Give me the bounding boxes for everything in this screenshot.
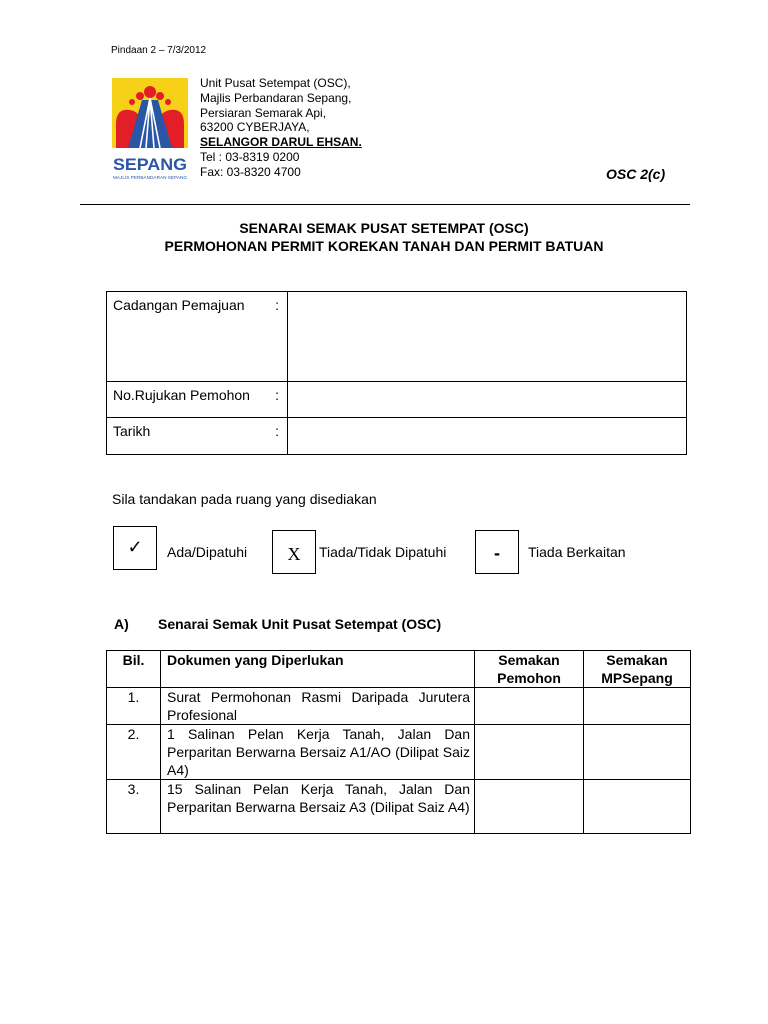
svg-text:MAJLIS PERBANDARAN SEPANG: MAJLIS PERBANDARAN SEPANG	[113, 175, 188, 180]
address-line: Majlis Perbandaran Sepang,	[200, 90, 352, 105]
header-applicant-line1: Semakan	[498, 652, 560, 668]
cross-legend-box	[272, 530, 316, 574]
checklist-row	[107, 688, 691, 725]
header-document: Dokumen yang Diperlukan	[161, 651, 475, 688]
applicant-check-cell[interactable]	[475, 780, 584, 834]
legend-label-complied: Ada/Dipatuhi	[167, 544, 248, 560]
info-label-text: Tarikh	[113, 423, 151, 439]
info-label-text: Cadangan Pemajuan	[113, 297, 245, 313]
checklist-header-row	[107, 651, 691, 688]
section-letter: A)	[114, 616, 129, 632]
council-address	[200, 76, 362, 180]
row-number: 2.	[107, 725, 161, 780]
checkmark-legend-box	[113, 526, 157, 570]
cross-icon: X	[287, 544, 301, 564]
instruction-text: Sila tandakan pada ruang yang disediakan	[112, 491, 377, 507]
application-info-table	[106, 291, 687, 455]
info-row-date	[107, 418, 687, 455]
council-check-cell[interactable]	[584, 688, 691, 725]
document-title: SENARAI SEMAK PUSAT SETEMPAT (OSC)	[239, 220, 529, 236]
address-state: SELANGOR DARUL EHSAN.	[200, 135, 362, 150]
info-colon: :	[275, 423, 279, 439]
header-applicant-check	[475, 651, 584, 688]
dash-legend-box	[475, 530, 519, 574]
applicant-check-cell[interactable]	[475, 725, 584, 780]
legend-label-not-applicable: Tiada Berkaitan	[528, 544, 626, 560]
info-row-reference	[107, 382, 687, 418]
header-divider	[80, 204, 690, 205]
address-line: Unit Pusat Setempat (OSC),	[200, 76, 351, 90]
row-number: 3.	[107, 780, 161, 834]
telephone: Tel : 03-8319 0200	[200, 149, 300, 164]
applicant-check-cell[interactable]	[475, 688, 584, 725]
amendment-note: Pindaan 2 – 7/3/2012	[111, 45, 207, 56]
proposal-field[interactable]	[288, 292, 687, 382]
dash-icon: -	[494, 543, 500, 563]
check-icon: ✓	[127, 537, 143, 557]
info-colon: :	[275, 387, 279, 403]
info-row-proposal	[107, 292, 687, 382]
address-line: Persiaran Semarak Api,	[200, 105, 327, 120]
date-field[interactable]	[288, 418, 687, 455]
row-document: Surat Permohonan Rasmi Daripada Jurutera Profesional	[161, 688, 475, 725]
info-label	[107, 292, 288, 382]
info-colon: :	[275, 297, 279, 313]
info-label-text: No.Rujukan Pemohon	[113, 387, 250, 403]
checklist-row	[107, 780, 691, 834]
row-number: 1.	[107, 688, 161, 725]
council-check-cell[interactable]	[584, 725, 691, 780]
document-checklist-table	[106, 650, 691, 834]
reference-field[interactable]	[288, 382, 687, 418]
header-applicant-line2: Pemohon	[497, 670, 561, 686]
info-label	[107, 382, 288, 418]
document-subtitle: PERMOHONAN PERMIT KOREKAN TANAH DAN PERMIT BATUAN	[164, 238, 604, 254]
header-council-line2: MPSepang	[601, 670, 673, 686]
header-council-check	[584, 651, 691, 688]
header-council-line1: Semakan	[606, 652, 668, 668]
row-document: 15 Salinan Pelan Kerja Tanah, Jalan Dan Perparitan Berwarna Bersaiz A3 (Dilipat Saiz A4)	[161, 780, 475, 834]
fax: Fax: 03-8320 4700	[200, 164, 301, 179]
form-code: OSC 2(c)	[606, 166, 666, 182]
info-label	[107, 418, 288, 455]
council-check-cell[interactable]	[584, 780, 691, 834]
address-line: 63200 CYBERJAYA,	[200, 120, 310, 135]
checklist-row	[107, 725, 691, 780]
header-number: Bil.	[107, 651, 161, 688]
legend-label-not-complied: Tiada/Tidak Dipatuhi	[319, 544, 447, 560]
row-document: 1 Salinan Pelan Kerja Tanah, Jalan Dan Perparitan Berwarna Bersaiz A1/AO (Dilipat Saiz A4)	[161, 725, 475, 780]
sepang-logo	[112, 78, 188, 182]
svg-text:SEPANG: SEPANG	[113, 155, 187, 174]
section-title: Senarai Semak Unit Pusat Setempat (OSC)	[158, 616, 442, 632]
